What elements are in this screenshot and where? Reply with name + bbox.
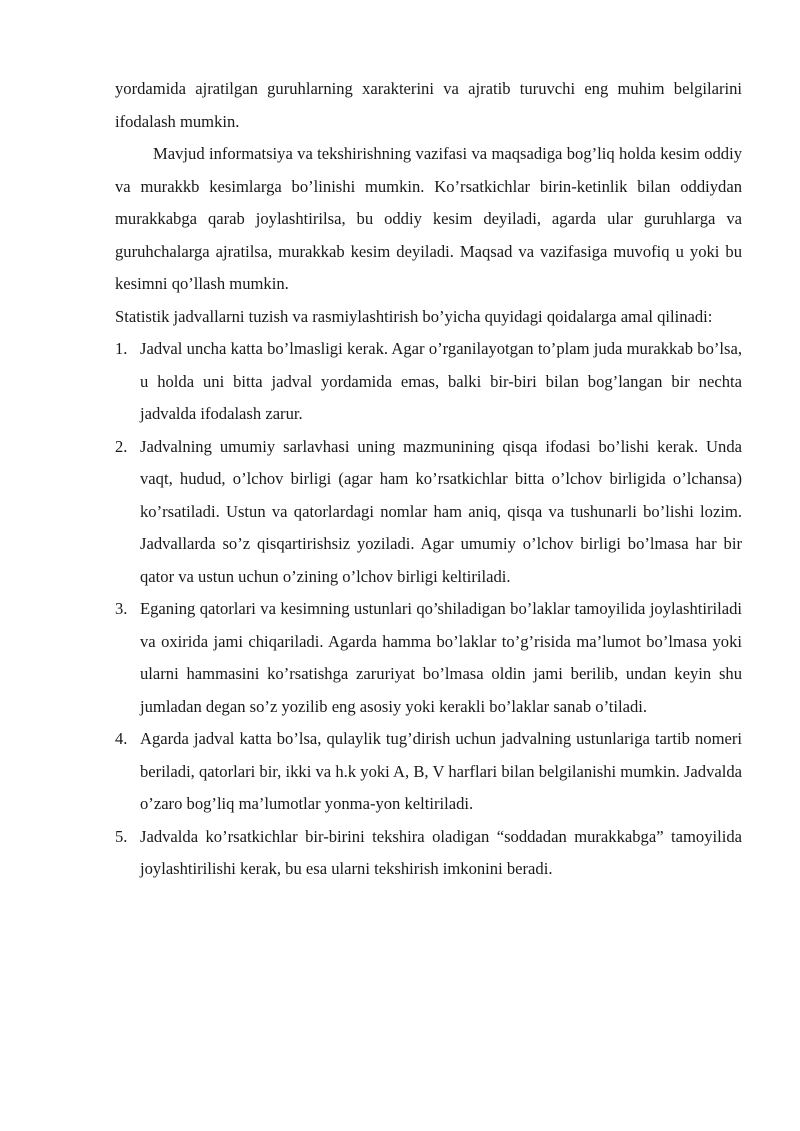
rule-item-1	[115, 333, 742, 431]
rules-list	[115, 333, 742, 886]
paragraph-continuation: yordamida ajratilgan guruhlarning xarakterini va ajratib turuvchi eng muhim belgilarini ifodalash mumkin.	[115, 79, 742, 131]
rule-text: Eganing qatorlari va kesimning ustunlari qo’shiladigan bo’laklar tamoyilida joylashtiriladi va oxirida jami chiqariladi. Agarda hamma bo’laklar to’g’risida ma’lumot bo’lmasa yoki ularni hammasini ko’rsatishga zaruriyat bo’lmasa oldin jami berilib, undan keyin shu jumladan degan so’z yozilib eng asosiy yoki kerakli bo’laklar sanab o’tiladi.	[140, 599, 742, 716]
rule-number: 5.	[115, 826, 128, 846]
rule-text: Agarda jadval katta bo’lsa, qulaylik tug’dirish uchun jadvalning ustunlariga tartib nomeri beriladi, qatorlari bir, ikki va h.k yoki A, B, V harflari bilan belgilanishi mumkin. Jadvalda o’zaro bog’liq ma’lumotlar yonma-yon keltiriladi.	[140, 729, 742, 813]
rule-text: Jadvalda ko’rsatkichlar bir-birini tekshira oladigan “soddadan murakkabga” tamoyilida joylashtirilishi kerak, bu esa ularni tekshirish imkonini beradi.	[140, 826, 742, 878]
rule-number: 1.	[115, 339, 128, 358]
rule-item-4	[115, 723, 742, 821]
rule-number: 3.	[115, 599, 128, 618]
rule-item-3	[115, 593, 742, 723]
document-page	[115, 73, 742, 886]
rule-item-2	[115, 431, 742, 594]
rule-text: Jadvalning umumiy sarlavhasi uning mazmunining qisqa ifodasi bo’lishi kerak. Unda vaqt, hudud, o’lchov birligi (agar ham ko’rsatkichlar bitta o’lchov birligida o’lchansa) ko’rsatiladi. Ustun va qatorlardagi nomlar ham aniq, qisqa va tushunarli bo’lishi lozim. Jadvallarda so’z qisqartirishsiz yoziladi. Agar umumiy o’lchov birligi bo’lmasa har bir qator va ustun uchun o’zining o’lchov birligi keltiriladi.	[140, 436, 742, 586]
rule-text: Jadval uncha katta bo’lmasligi kerak. Agar o’rganilayotgan to’plam juda murakkab bo’lsa, u holda uni bitta jadval yordamida emas, balki bir-biri bilan bog’langan bir nechta jadvalda ifodalash zarur.	[140, 339, 742, 423]
rule-item-5	[115, 821, 742, 886]
rule-number: 2.	[115, 436, 128, 456]
paragraph-kesim-types: Mavjud informatsiya va tekshirishning vazifasi va maqsadiga bog’liq holda kesim oddiy va murakkb kesimlarga bo’linishi mumkin. Ko’rsatkichlar birin-ketinlik bilan oddiydan murakkabga qarab joylashtirilsa, bu oddiy kesim deyiladi, agarda ular guruhlarga va guruhchalarga ajratilsa, murakkab kesim deyiladi. Maqsad va vazifasiga muvofiq u yoki bu kesimni qo’llash mumkin.	[115, 144, 742, 293]
paragraph-rules-intro: Statistik jadvallarni tuzish va rasmiylashtirish bo’yicha quyidagi qoidalarga amal qilinadi:	[115, 306, 713, 326]
rule-number: 4.	[115, 729, 128, 748]
